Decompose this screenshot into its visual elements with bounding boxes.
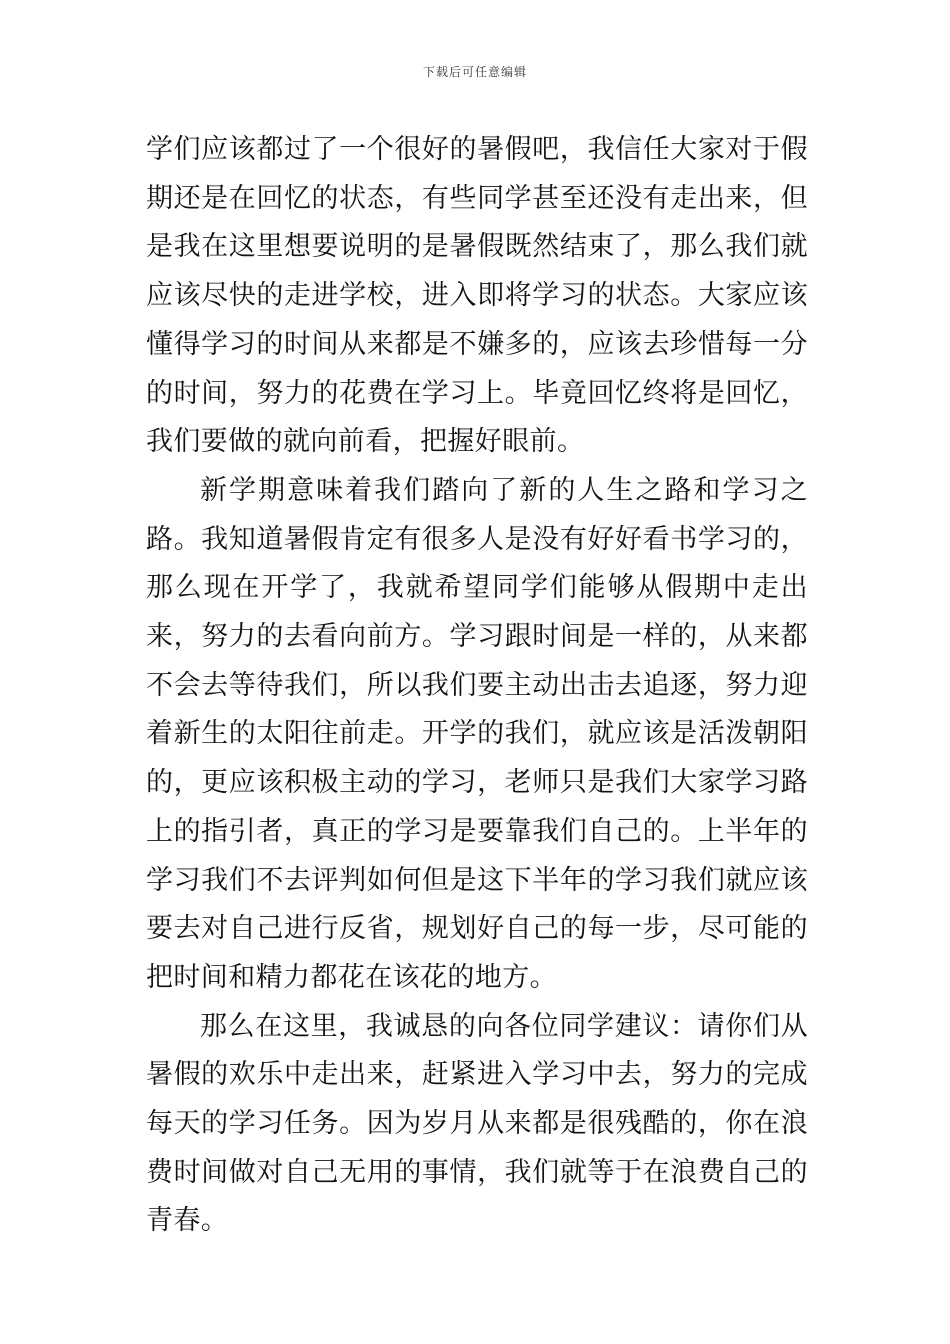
paragraph-2: 新学期意味着我们踏向了新的人生之路和学习之路。我知道暑假肯定有很多人是没有好好看书学习的，那么现在开学了，我就希望同学们能够从假期中走出来，努力的去看向前方。学习跟时间是一样的，从来都不会去等待我们，所以我们要主动出击去追逐，努力迎着新生的太阳往前走。开学的我们，就应该是活泼朝阳的，更应该积极主动的学习，老师只是我们大家学习路上的指引者，真正的学习是要靠我们自己的。上半年的学习我们不去评判如何但是这下半年的学习我们就应该要去对自己进行反省，规划好自己的每一步，尽可能的把时间和精力都花在该花的地方。 [146,474,808,993]
header-note: 下载后可任意编辑 [422,65,527,79]
paragraph-1: 学们应该都过了一个很好的暑假吧，我信任大家对于假期还是在回忆的状态，有些同学甚至还没有走出来，但是我在这里想要说明的是暑假既然结束了，那么我们就应该尽快的走进学校，进入即将学习的状态。大家应该懂得学习的时间从来都是不嫌多的，应该去珍惜每一分的时间，努力的花费在学习上。毕竟回忆终将是回忆，我们要做的就向前看，把握好眼前。 [146,134,808,458]
document-body [146,126,808,1246]
paragraph-3: 那么在这里，我诚恳的向各位同学建议：请你们从暑假的欢乐中走出来，赶紧进入学习中去，努力的完成每天的学习任务。因为岁月从来都是很残酷的，你在浪费时间做对自己无用的事情，我们就等于在浪费自己的青春。 [146,1010,808,1237]
